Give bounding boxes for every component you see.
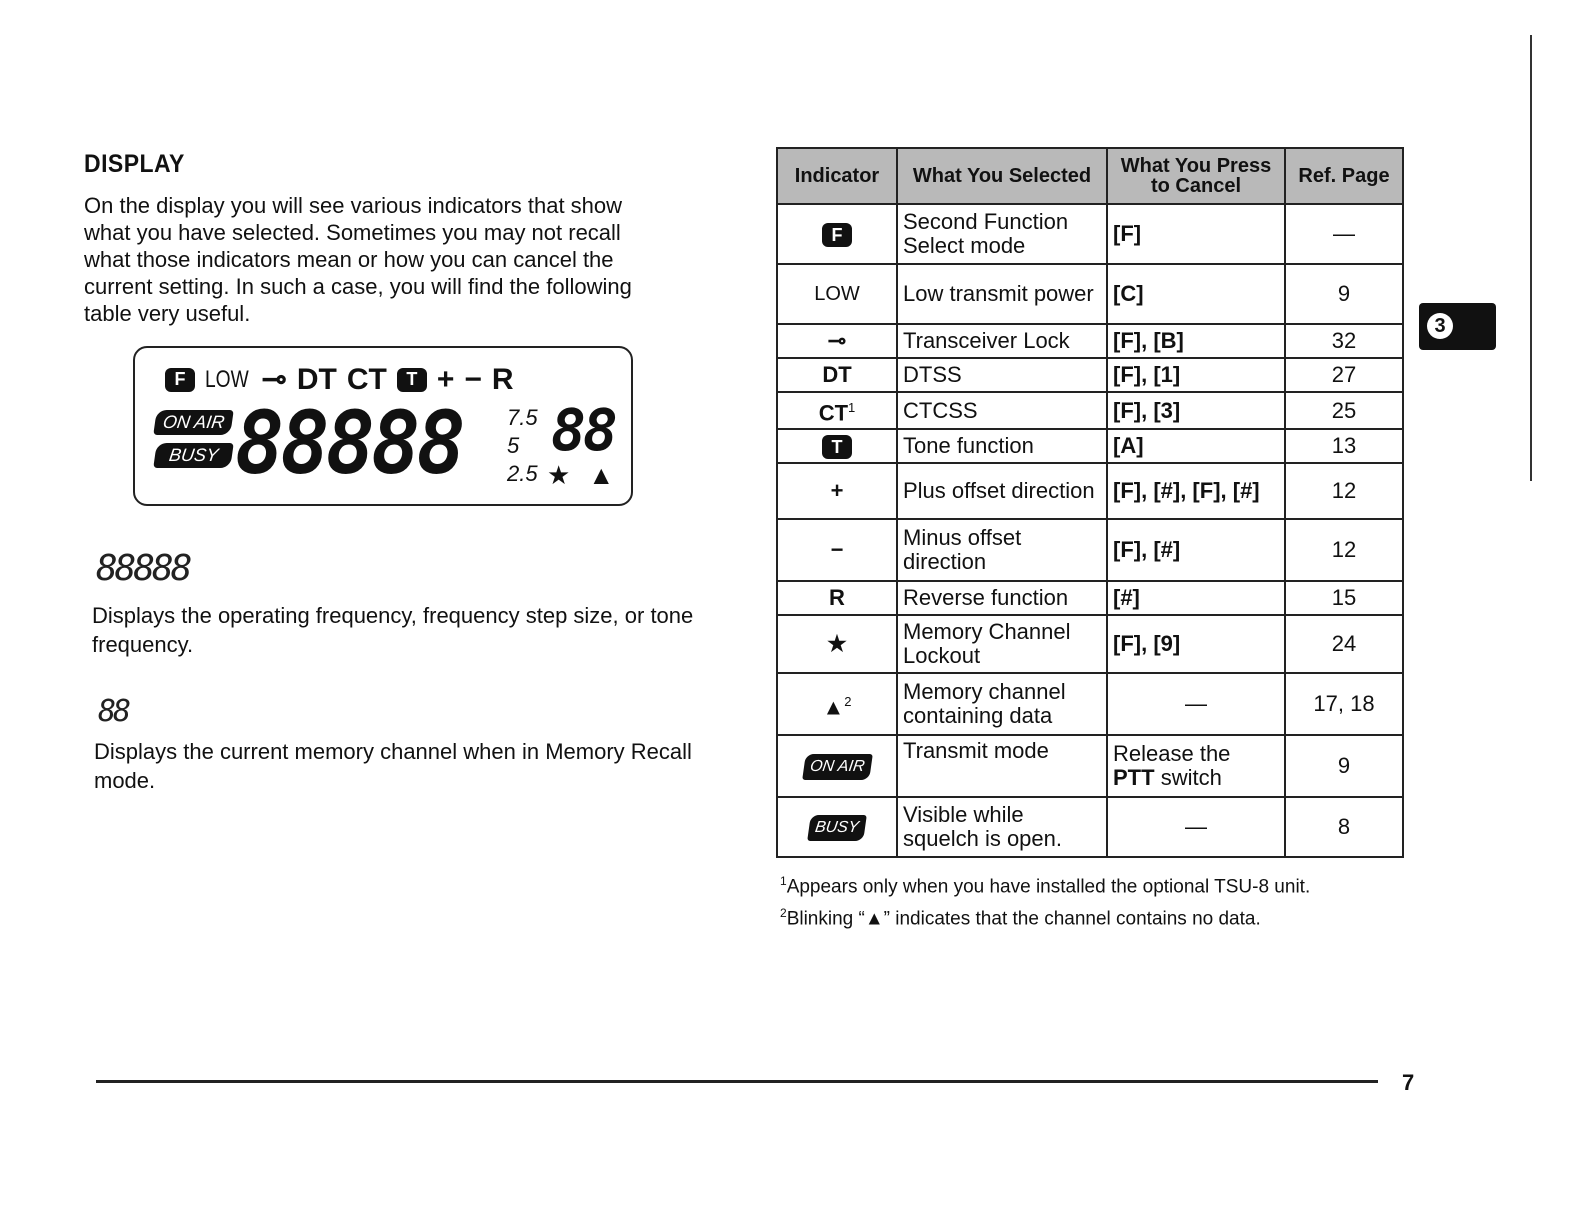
press-cell: [F], [#] <box>1107 519 1285 581</box>
indicator-table <box>776 147 1404 858</box>
step-label: 5 <box>507 433 520 458</box>
selected-cell: Transceiver Lock <box>897 324 1107 358</box>
lcd-display-illustration <box>133 346 633 506</box>
selected-cell: Second Function Select mode <box>897 204 1107 264</box>
intro-line: current setting. In such a case, you will find the following <box>84 274 632 299</box>
selected-cell: Low transmit power <box>897 264 1107 324</box>
table-row <box>777 204 1403 264</box>
minus-indicator: − <box>464 362 482 396</box>
chapter-tab <box>1419 303 1496 350</box>
indicator-cell: LOW <box>777 264 897 324</box>
footer-rule <box>96 1080 1378 1083</box>
on-air-badge: ON AIR <box>153 410 234 435</box>
header-selected: What You Selected <box>897 148 1107 204</box>
ref-cell: 9 <box>1285 264 1403 324</box>
header-press: What You Press to Cancel <box>1107 148 1285 204</box>
indicator-cell: DT <box>777 358 897 392</box>
lcd-symbols <box>547 460 614 491</box>
press-cell: [F], [3] <box>1107 392 1285 429</box>
step-size-labels <box>507 404 538 488</box>
key-lock-icon: ⊸ <box>827 328 847 353</box>
intro-line: what those indicators mean or how you can cancel the <box>84 247 614 272</box>
indicator-cell <box>777 615 897 673</box>
section-heading: DISPLAY <box>84 150 185 178</box>
table-row <box>777 735 1403 797</box>
selected-cell: Reverse function <box>897 581 1107 615</box>
triangle-icon: ▲ <box>588 460 615 490</box>
intro-line: what you have selected. Sometimes you may not recall <box>84 220 621 245</box>
channel-glyph: 88 <box>98 694 129 729</box>
selected-cell: Memory channel containing data <box>897 673 1107 735</box>
star-icon: ★ <box>547 460 571 490</box>
press-cell: [#] <box>1107 581 1285 615</box>
press-cell: [F], [B] <box>1107 324 1285 358</box>
footnote-1 <box>780 868 1420 900</box>
footnote-2 <box>780 900 1420 932</box>
indicator-cell: − <box>777 519 897 581</box>
selected-cell: DTSS <box>897 358 1107 392</box>
ptt-label: PTT <box>1113 765 1155 791</box>
indicator-cell <box>777 735 897 797</box>
triangle-icon: ▲ <box>864 908 884 930</box>
ref-cell: 17, 18 <box>1285 673 1403 735</box>
indicator-cell <box>777 797 897 857</box>
ref-cell: 15 <box>1285 581 1403 615</box>
footnote-text: Appears only when you have installed the optional TSU-8 unit. <box>786 876 1311 898</box>
footnote-number: 2 <box>780 906 787 921</box>
frequency-description: Displays the operating frequency, frequency step size, or tone frequency. <box>92 603 694 657</box>
ref-cell: 8 <box>1285 797 1403 857</box>
intro-paragraph <box>84 192 704 327</box>
step-label: 2.5 <box>507 461 538 486</box>
press-cell: [F], [1] <box>1107 358 1285 392</box>
table-row <box>777 392 1403 429</box>
selected-cell: Tone function <box>897 429 1107 463</box>
ref-cell: 13 <box>1285 429 1403 463</box>
ref-cell: 24 <box>1285 615 1403 673</box>
channel-digits: 88 <box>551 396 615 464</box>
ct-indicator: CT <box>346 362 387 396</box>
indicator-cell <box>777 204 897 264</box>
lcd-indicator-row <box>165 362 514 397</box>
ref-cell: — <box>1285 204 1403 264</box>
ref-cell: 25 <box>1285 392 1403 429</box>
ref-cell: 12 <box>1285 519 1403 581</box>
header-indicator: Indicator <box>777 148 897 204</box>
table-row <box>777 264 1403 324</box>
footnote-text: ” indicates that the channel contains no data. <box>883 908 1261 930</box>
table-header-row <box>777 148 1403 204</box>
indicator-cell <box>777 392 897 429</box>
f-indicator-icon: F <box>822 223 852 247</box>
table-row <box>777 673 1403 735</box>
table-row <box>777 519 1403 581</box>
footnote-number: 1 <box>780 874 787 888</box>
press-cell: [F], [#], [F], [#] <box>1107 463 1285 519</box>
indicator-cell: R <box>777 581 897 615</box>
press-cell: [F] <box>1107 204 1285 264</box>
footnote-text: Blinking “ <box>786 908 865 930</box>
selected-cell: Plus offset direction <box>897 463 1107 519</box>
low-indicator: LOW <box>205 365 249 393</box>
lcd-status-badges <box>155 410 232 468</box>
table-row <box>777 463 1403 519</box>
triangle-icon: ▲ <box>822 693 845 719</box>
press-cell: — <box>1107 673 1285 735</box>
step-label: 7.5 <box>507 405 538 430</box>
selected-cell: Transmit mode <box>897 735 1107 797</box>
table-row <box>777 324 1403 358</box>
table-row <box>777 581 1403 615</box>
frequency-glyph: 88888 <box>96 548 190 589</box>
indicator-cell <box>777 429 897 463</box>
press-cell: [F], [9] <box>1107 615 1285 673</box>
footnotes <box>780 868 1420 933</box>
table-row <box>777 429 1403 463</box>
intro-line: On the display you will see various indicators that show <box>84 193 623 218</box>
busy-badge: BUSY <box>153 443 234 468</box>
t-indicator-icon: T <box>822 435 852 459</box>
ref-cell: 27 <box>1285 358 1403 392</box>
ct-indicator: CT <box>818 400 849 426</box>
selected-cell: CTCSS <box>897 392 1107 429</box>
channel-description: Displays the current memory channel when in Memory Recall mode. <box>94 739 692 793</box>
indicator-cell: + <box>777 463 897 519</box>
press-cell <box>1107 735 1285 797</box>
press-cell: — <box>1107 797 1285 857</box>
indicator-cell <box>777 673 897 735</box>
header-ref: Ref. Page <box>1285 148 1403 204</box>
t-indicator-icon: T <box>397 368 427 392</box>
star-icon: ★ <box>827 631 847 657</box>
selected-cell: Visible while squelch is open. <box>897 797 1107 857</box>
press-text: switch <box>1160 765 1222 791</box>
press-cell: [C] <box>1107 264 1285 324</box>
frequency-digits: 88888 <box>235 394 462 494</box>
table-row <box>777 615 1403 673</box>
chapter-number: 3 <box>1427 313 1453 339</box>
plus-indicator: + <box>436 362 455 396</box>
press-cell: [A] <box>1107 429 1285 463</box>
dt-indicator: DT <box>296 362 337 396</box>
on-air-badge: ON AIR <box>802 754 872 780</box>
footnote-ref: 1 <box>848 400 856 415</box>
selected-cell: Minus offset direction <box>897 519 1107 581</box>
f-indicator-icon: F <box>165 368 195 392</box>
table-row <box>777 358 1403 392</box>
indicator-cell <box>777 324 897 358</box>
key-lock-icon: ⊸ <box>261 363 287 396</box>
busy-badge: BUSY <box>807 815 866 841</box>
ref-cell: 9 <box>1285 735 1403 797</box>
r-indicator: R <box>491 362 514 396</box>
table-row <box>777 797 1403 857</box>
ref-cell: 12 <box>1285 463 1403 519</box>
intro-line: table very useful. <box>84 301 251 326</box>
selected-cell: Memory Channel Lockout <box>897 615 1107 673</box>
footnote-ref: 2 <box>844 693 852 709</box>
page-number: 7 <box>1402 1070 1415 1095</box>
press-text: Release the <box>1113 741 1231 767</box>
margin-rule <box>1530 35 1532 481</box>
ref-cell: 32 <box>1285 324 1403 358</box>
